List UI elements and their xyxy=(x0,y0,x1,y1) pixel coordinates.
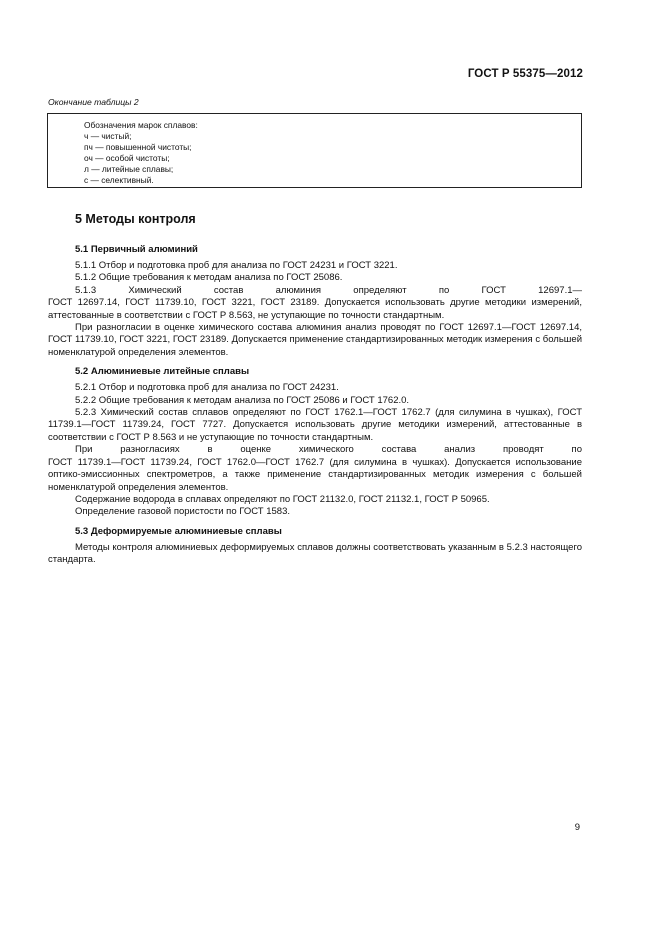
paragraph-5-1-3-cont: ГОСТ 12697.14, ГОСТ 11739.10, ГОСТ 3221, ГОСТ 23189. Допускается использовать другие методики измерений, аттестованные в соответствии с ГОСТ Р 8.563, не уступающие по точности стандартным. xyxy=(48,297,582,321)
paragraph-5-1-disagreement: При разногласии в оценке химического состава алюминия анализ проводят по ГОСТ 12697.1—ГОСТ 12697.14, ГОСТ 11739.10, ГОСТ 3221, ГОСТ 23189. Допускается применение стандартизированных методик измерения с большей номенклатурой определения элементов. xyxy=(48,322,582,358)
document-code: ГОСТ Р 55375—2012 xyxy=(467,68,583,80)
paragraph-5-2-disagreement-start: При разногласиях в оценке химического состава анализ проводят по xyxy=(75,444,582,456)
subsection-5-3-title: 5.3 Деформируемые алюминиевые сплавы xyxy=(75,525,282,537)
subsection-5-1-title: 5.1 Первичный алюминий xyxy=(75,244,198,255)
subsection-5-2-title: 5.2 Алюминиевые литейные сплавы xyxy=(75,366,250,378)
notes-line: л — литейные сплавы; xyxy=(84,164,174,174)
notes-line: ч — чистый; xyxy=(84,131,132,141)
paragraph-5-2-hydrogen: Содержание водорода в сплавах определяют по ГОСТ 21132.0, ГОСТ 21132.1, ГОСТ Р 50965. xyxy=(75,493,490,505)
paragraph-5-2-2: 5.2.2 Общие требования к методам анализа по ГОСТ 25086 и ГОСТ 1762.0. xyxy=(75,394,410,406)
section-5-title: 5 Методы контроля xyxy=(75,212,196,226)
notes-line: Обозначения марок сплавов: xyxy=(84,120,198,130)
paragraph-5-2-1: 5.2.1 Отбор и подготовка проб для анализа по ГОСТ 24231. xyxy=(75,382,339,394)
paragraph-5-2-disagreement-cont: ГОСТ 11739.1—ГОСТ 11739.24, ГОСТ 1762.0—ГОСТ 1762.7 (для силумина в чушках). Допускается использование оптико-эмиссионных спектрометров, а также применение стандартизированных методик измерения с большей номенклатурой определения элементов. xyxy=(48,456,582,493)
alloy-designation-notes xyxy=(47,113,582,188)
paragraph-5-2-porosity: Определение газовой пористости по ГОСТ 1583. xyxy=(75,506,291,518)
section-5-body xyxy=(48,212,582,567)
paragraph-5-1-3-start: 5.1.3 Химический состав алюминия определяют по ГОСТ 12697.1— xyxy=(75,284,582,296)
page-number: 9 xyxy=(574,822,580,833)
paragraph-5-1-1: 5.1.1 Отбор и подготовка проб для анализа по ГОСТ 24231 и ГОСТ 3221. xyxy=(75,260,398,271)
paragraph-5-3: Методы контроля алюминиевых деформируемых сплавов должны соответствовать указанным в 5.2.3 настоящего стандарта. xyxy=(48,541,582,566)
table-continuation-caption: Окончание таблицы 2 xyxy=(48,97,139,107)
notes-line: оч — особой чистоты; xyxy=(84,153,170,163)
notes-line: с — селективный. xyxy=(84,175,154,185)
notes-line: пч — повышенной чистоты; xyxy=(84,142,192,152)
paragraph-5-1-2: 5.1.2 Общие требования к методам анализа по ГОСТ 25086. xyxy=(75,272,343,284)
paragraph-5-2-3: 5.2.3 Химический состав сплавов определяют по ГОСТ 1762.1—ГОСТ 1762.7 (для силумина в чушках), ГОСТ 11739.1—ГОСТ 11739.24, ГОСТ 7727. Допускается использовать другие методики измерений, аттестованные в соответствии с ГОСТ Р 8.563 и не уступающие по точности стандартным. xyxy=(48,407,582,443)
